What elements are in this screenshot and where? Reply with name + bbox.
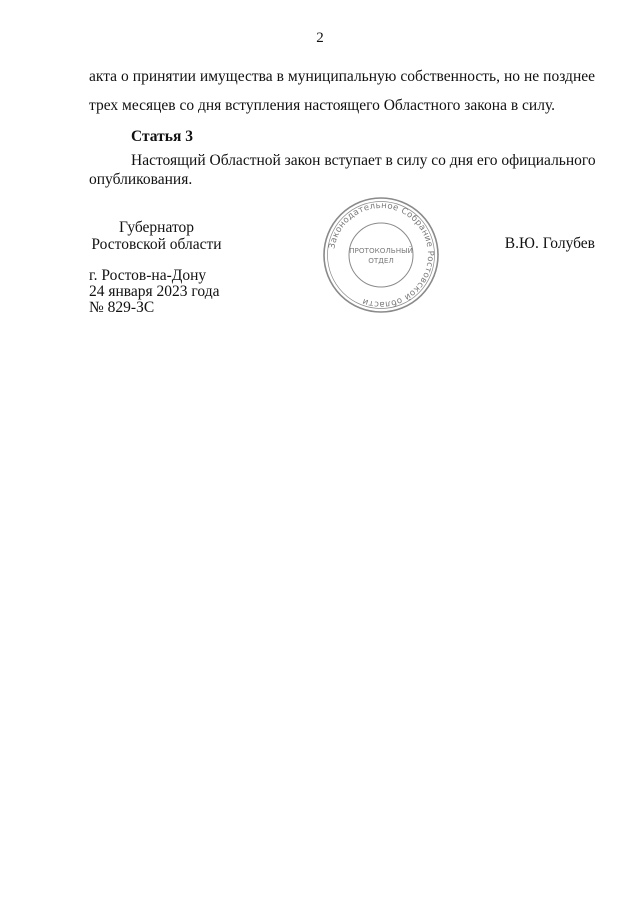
signatory-title-line: Губернатор [118, 219, 195, 236]
paragraph-line: акта о принятии имущества в муниципальную собственность, но не позднее [89, 68, 595, 85]
official-stamp [322, 196, 440, 314]
page-number: 2 [316, 30, 324, 46]
article-heading: Статья 3 [131, 128, 193, 145]
signatory-title-line: Ростовской области [91, 236, 222, 253]
signatory-title [89, 219, 224, 253]
law-number: № 829-ЗС [89, 299, 155, 316]
stamp-ring-text: Законодательное Собрание Ростовской области [327, 200, 436, 310]
stamp-outer-ring [324, 198, 438, 312]
signatory-name: В.Ю. Голубев [504, 235, 595, 252]
date: 24 января 2023 года [89, 283, 220, 300]
paragraph-line: трех месяцев со дня вступления настоящего Областного закона в силу. [89, 97, 556, 114]
paragraph-continuation [89, 62, 595, 120]
paragraph-line: Настоящий Областной закон вступает в силу со дня его официального [131, 152, 596, 169]
stamp-center-text: ОТДЕЛ [368, 256, 394, 265]
stamp-center-ring [349, 223, 413, 287]
paragraph-line: опубликования. [89, 171, 193, 188]
article-paragraph [89, 151, 595, 189]
stamp-center-text: ПРОТОКОЛЬНЫЙ [349, 246, 413, 255]
city: г. Ростов-на-Дону [89, 267, 207, 284]
place-date-block [89, 268, 219, 316]
